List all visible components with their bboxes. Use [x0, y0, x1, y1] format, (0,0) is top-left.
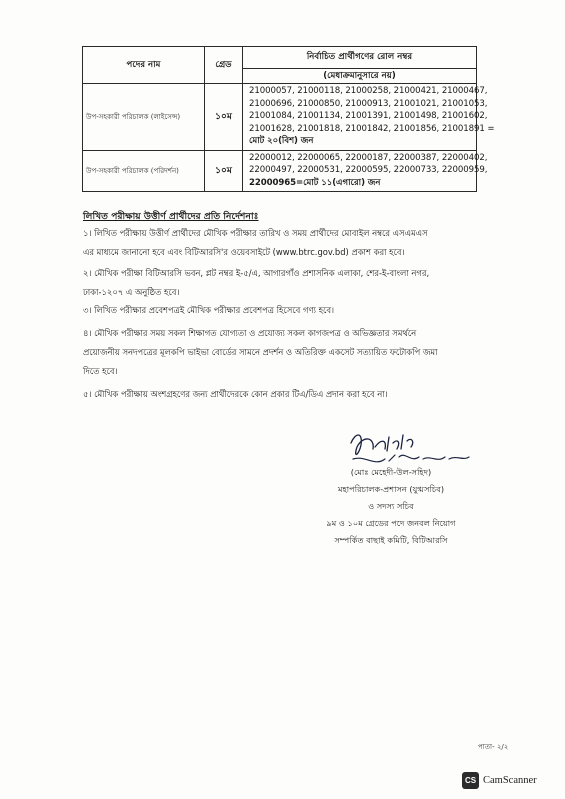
table-header-row	[83, 47, 477, 69]
table-row	[83, 84, 477, 151]
roll-line: 22000012, 22000065, 22000187, 22000387, 22000402,	[249, 152, 488, 163]
roll-line: 22000497, 22000531, 22000595, 22000733, 22000959,	[249, 165, 488, 175]
instructions-heading: লিখিত পরীক্ষায় উত্তীর্ণ প্রার্থীদের প্রতি নির্দেশনাঃ	[83, 211, 259, 222]
instruction-4	[83, 324, 483, 381]
post-name: উপ-সহকারী পরিচালক (পরিদর্শন)	[83, 150, 205, 192]
roll-line: 21001628, 21001818, 21001842, 21001856, 21001891 =	[249, 123, 495, 134]
instruction-line: ৪। মৌখিক পরীক্ষার সময় সকল শিক্ষাগত যোগ্যতা ও প্রযোজ্য সকল কাগজপত্র ও অভিজ্ঞতার সমর্থনে	[83, 328, 417, 338]
grade: ১০ম	[205, 150, 243, 192]
instruction-1	[83, 224, 483, 262]
instruction-line: ঢাকা-১২০৭ এ অনুষ্ঠিত হবে।	[83, 287, 180, 297]
instruction-line: ৩। লিখিত পরীক্ষার প্রবেশপত্রই মৌখিক পরীক্ষার প্রবেশপত্র হিসেবে গণ্য হবে।	[83, 305, 335, 315]
camscanner-watermark	[462, 772, 537, 789]
instruction-line: প্রয়োজনীয় সনদপত্রের মূলকপি ভাইভা বোর্ডের সামনে প্রদর্শন ও অতিরিক্ত একসেট সত্যায়িত ফটোকপি জমা	[83, 347, 438, 357]
instruction-line: এর মাধ্যমে জানানো হবে এবং বিটিআরসি'র ওয়েবসাইটে (www.btrc.gov.bd) প্রকাশ করা হবে।	[83, 247, 405, 257]
signatory-name: (মোঃ মেহেদী-উল-সহিদ)	[350, 467, 432, 477]
roll-line: 21000696, 21000850, 21000913, 21001021, 21001053,	[249, 98, 488, 109]
signatory-designation: মহাপরিচালক-প্রশাসন (যুগ্মসচিব)	[337, 484, 445, 494]
instruction-line: ৫। মৌখিক পরীক্ষায় অংশগ্রহণের জন্য প্রার্থীদেরকে কোন প্রকার টিএ/ডিএ প্রদান করা হবে না।	[83, 389, 388, 399]
roll-line: 21001084, 21001134, 21001391, 21001498, 21001602,	[249, 111, 488, 121]
instruction-3	[83, 301, 483, 320]
instruction-line: ১। লিখিত পরীক্ষায় উত্তীর্ণ প্রার্থীদের মৌখিক পরীক্ষার তারিখ ও সময় প্রার্থীদের মোবাইল নম্বরে এসএমএস	[83, 228, 428, 238]
header-post: পদের নাম	[83, 47, 205, 84]
signature-block	[296, 464, 486, 549]
instruction-line: ২। মৌখিক পরীক্ষা বিটিআরসি ভবন, প্লট নম্বর ই-৫/এ, আগারগাঁও প্রশাসনিক এলাকা, শের-ই-বাংলা নগর,	[83, 268, 430, 278]
table-row	[83, 150, 477, 192]
camscanner-logo-icon: CS	[462, 772, 479, 789]
page-number: পাতা- ২/২	[478, 743, 509, 751]
selected-candidates-table	[82, 46, 495, 192]
roll-total: মোট ২০(বিশ) জন	[249, 136, 314, 146]
committee-line-1: ৯ম ও ১০ম গ্রেডের পদে জনবল নিয়োগ	[326, 518, 456, 528]
header-rolls: নির্বাচিত প্রার্থীগণের রোল নম্বর	[243, 47, 477, 69]
grade: ১০ম	[205, 84, 243, 151]
roll-total: 22000965=মোট ১১(এগারো) জন	[249, 177, 381, 188]
instruction-5	[83, 385, 483, 404]
roll-numbers	[243, 150, 488, 192]
header-grade: গ্রেড	[205, 47, 243, 84]
roll-line: 21000057, 21000118, 21000258, 21000421, 21000467,	[249, 86, 488, 96]
instruction-line: দিতে হবে।	[83, 366, 118, 376]
camscanner-name: CamScanner	[483, 775, 537, 786]
instruction-2	[83, 264, 483, 302]
roll-numbers	[243, 84, 495, 151]
post-name: উপ-সহকারী পরিচালক (লাইসেন্স)	[83, 84, 205, 151]
header-rolls-sub: (মেধাক্রমানুসারে নয়)	[243, 69, 477, 84]
committee-line-2: সম্পর্কিত বাছাই কমিটি, বিটিআরসি	[334, 535, 448, 545]
signatory-role: ও সদস্য সচিব	[368, 501, 414, 511]
